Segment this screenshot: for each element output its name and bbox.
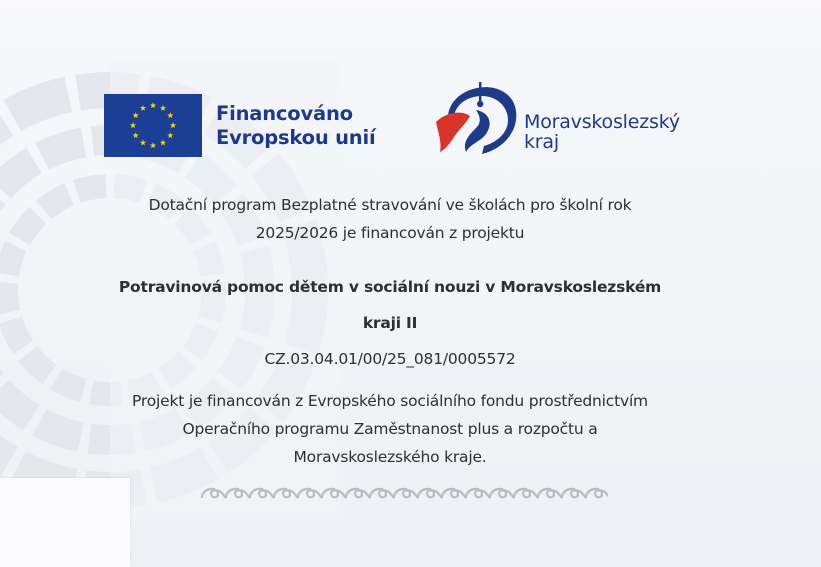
intro-line-2: 2025/2026 je financován z projektu	[255, 224, 525, 242]
eu-flag-icon	[104, 94, 202, 157]
project-title-line-1: Potravinová pomoc dětem v sociální nouzi v Moravskoslezském	[118, 278, 662, 296]
region-logo-line1: Moravskoslezský	[524, 111, 680, 133]
eu-logo-line1: Financováno	[216, 101, 353, 125]
region-logo-line2: kraj	[524, 131, 559, 153]
eu-star	[167, 132, 173, 138]
divider-wave-segment	[298, 489, 322, 498]
project-code: CZ.03.04.01/00/25_081/0005572	[264, 350, 516, 368]
eu-star	[167, 112, 173, 118]
eu-star	[160, 140, 166, 146]
eu-star	[150, 142, 156, 148]
moravskoslezsky-kraj-emblem-icon	[436, 82, 520, 158]
region-logo	[436, 82, 696, 162]
eu-funding-logo	[104, 94, 375, 157]
eu-star	[150, 102, 156, 108]
divider-wave-segment	[514, 489, 538, 498]
funding-line-2: Operačního programu Zaměstnanost plus a rozpočtu a	[182, 420, 598, 438]
eu-stars-icon	[104, 94, 202, 157]
divider-wave-segment	[466, 489, 490, 498]
divider-wave-segment	[250, 489, 274, 498]
eu-star	[140, 140, 146, 146]
divider-wave-segment	[322, 489, 346, 498]
divider-wave-segment	[562, 489, 586, 498]
funding-line-3: Moravskoslezského kraje.	[293, 448, 487, 466]
paper-top-edge	[0, 0, 821, 14]
region-logo-text	[524, 112, 680, 152]
divider-wave-segment	[346, 489, 370, 498]
eu-star	[133, 112, 139, 118]
intro-line-1: Dotační program Bezplatné stravování ve školách pro školní rok	[148, 196, 632, 214]
divider-wave-segment	[202, 489, 226, 498]
divider-wave-segment	[418, 489, 442, 498]
eu-star	[140, 105, 146, 111]
divider-wave-segment	[226, 489, 250, 498]
divider-wave-segment	[442, 489, 466, 498]
eu-star	[130, 122, 136, 128]
divider-wave-segment	[394, 489, 418, 498]
eu-star	[160, 105, 166, 111]
divider-wave-segment	[370, 489, 394, 498]
eu-star	[170, 122, 176, 128]
ornamental-wave-divider	[200, 484, 608, 502]
project-title-line-2: kraji II	[362, 314, 418, 332]
eu-logo-text	[216, 102, 375, 150]
eu-logo-line2: Evropskou unií	[216, 125, 376, 149]
eu-star	[133, 132, 139, 138]
divider-wave-segment	[538, 489, 562, 498]
sticker-patch	[0, 478, 130, 567]
divider-wave-segment	[490, 489, 514, 498]
divider-wave-segment	[274, 489, 298, 498]
divider-wave-segment	[586, 489, 608, 498]
funding-line-1: Projekt je financován z Evropského sociálního fondu prostřednictvím	[132, 392, 648, 410]
